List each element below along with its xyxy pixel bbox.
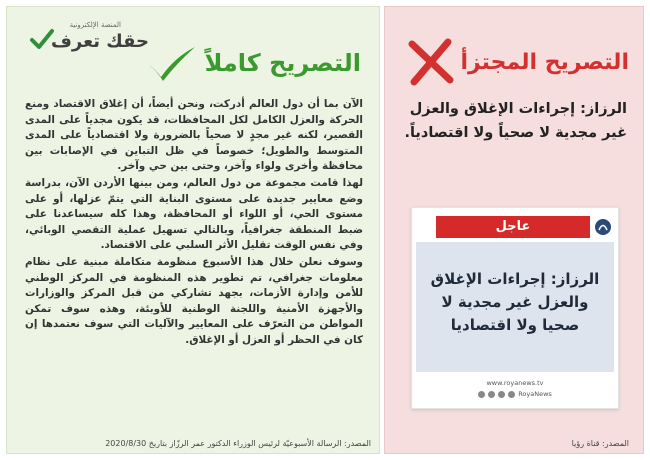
news-social-handle: RoyaNews: [518, 390, 552, 398]
partial-statement-panel: [384, 6, 644, 454]
instagram-icon: [498, 391, 505, 398]
news-social-row: [416, 389, 614, 400]
roya-channel-logo-icon: [594, 218, 612, 236]
news-headline-box: [416, 242, 614, 372]
logo-check-icon: [29, 27, 55, 53]
partial-statement-source: المصدر: قناة رؤيا: [571, 439, 629, 448]
twitter-icon: [488, 391, 495, 398]
facebook-icon: [478, 391, 485, 398]
brand-platform-label: المنصة الإلكترونية: [69, 21, 121, 29]
full-statement-paragraph: لهذا قامت مجموعة من دول العالم، ومن بينها الأردن الآن، بدراسة وضع معايير جديدة على مستوى البناية التي يتمّ عزلها، أو على مستوى الحي، أو اللواء أو المحافظة، وهذا كله سيساعدنا على ضبط المنطقة جغرافياً، وبالتالي تسهيل عملية التقصي الوبائي، وفي نفس الوقت تقليل الأثر السلبي على الاقتصاد.: [25, 176, 363, 252]
partial-statement-quote: الرزاز: إجراءات الإغلاق والعزل غير مجدية لا صحياً ولا اقتصادياً.: [404, 101, 627, 141]
brand-logo[interactable]: [29, 21, 149, 55]
news-website: www.royanews.tv: [486, 379, 544, 387]
partial-statement-header: [406, 37, 629, 87]
news-topbar: [412, 212, 618, 234]
news-footer: [416, 378, 614, 402]
full-statement-body: [25, 97, 363, 350]
full-statement-source: المصدر: الرسالة الأسبوعيّة لرئيس الوزراء الدكتور عمر الرزّاز بتاريخ 2020/8/30: [105, 439, 371, 448]
youtube-icon: [508, 391, 515, 398]
full-statement-panel: [6, 6, 380, 454]
full-statement-paragraph: الآن بما أن دول العالم أدركت، ونحن أيضاً، أن إغلاق الاقتصاد ومنع الحركة والعزل الكامل لكل المحافظات، قد يكون مجدياً على المدى القصير، لكنه غير مجدٍ لا صحياً بالضرورة ولا اقتصادياً على المدى المتوسط والطويل؛ خصوصاً في ظل التباين في الإصابات بين محافظة وأخرى ولواء وآخر، وحتى بين حي وآخر.: [25, 98, 363, 173]
news-headline: الرزاز: إجراءات الإغلاق والعزل غير مجدية لا صحيا ولا اقتصاديا: [430, 270, 600, 334]
full-statement-header: [145, 43, 361, 83]
partial-statement-title: التصريح المجتزأ: [460, 49, 629, 75]
x-mark-icon: [406, 38, 456, 86]
check-mark-icon: [145, 45, 197, 81]
full-statement-paragraph: وسوف نعلن خلال هذا الأسبوع منظومة متكاملة مبنية على نظام معلومات جغرافي، تم تطوير هذه المنظومة في المركز الوطني للأمن وإدارة الأزمات، بجهد تشاركي من قبل المركز والوزارات والأجهزة الأمنية واللجنة الوطنية للأوبئة، وهذه سوف تمكن المواطن من التعرّف على المعايير والآليات التي سوف نعتمدها إن كان في الحظر أو العزل أو الإغلاق.: [25, 255, 363, 346]
news-screenshot-card: [411, 207, 619, 409]
brand-name: حقك تعرف: [51, 31, 149, 52]
breaking-badge: عاجل: [436, 216, 590, 238]
full-statement-title: التصريح كاملاً: [204, 49, 361, 77]
